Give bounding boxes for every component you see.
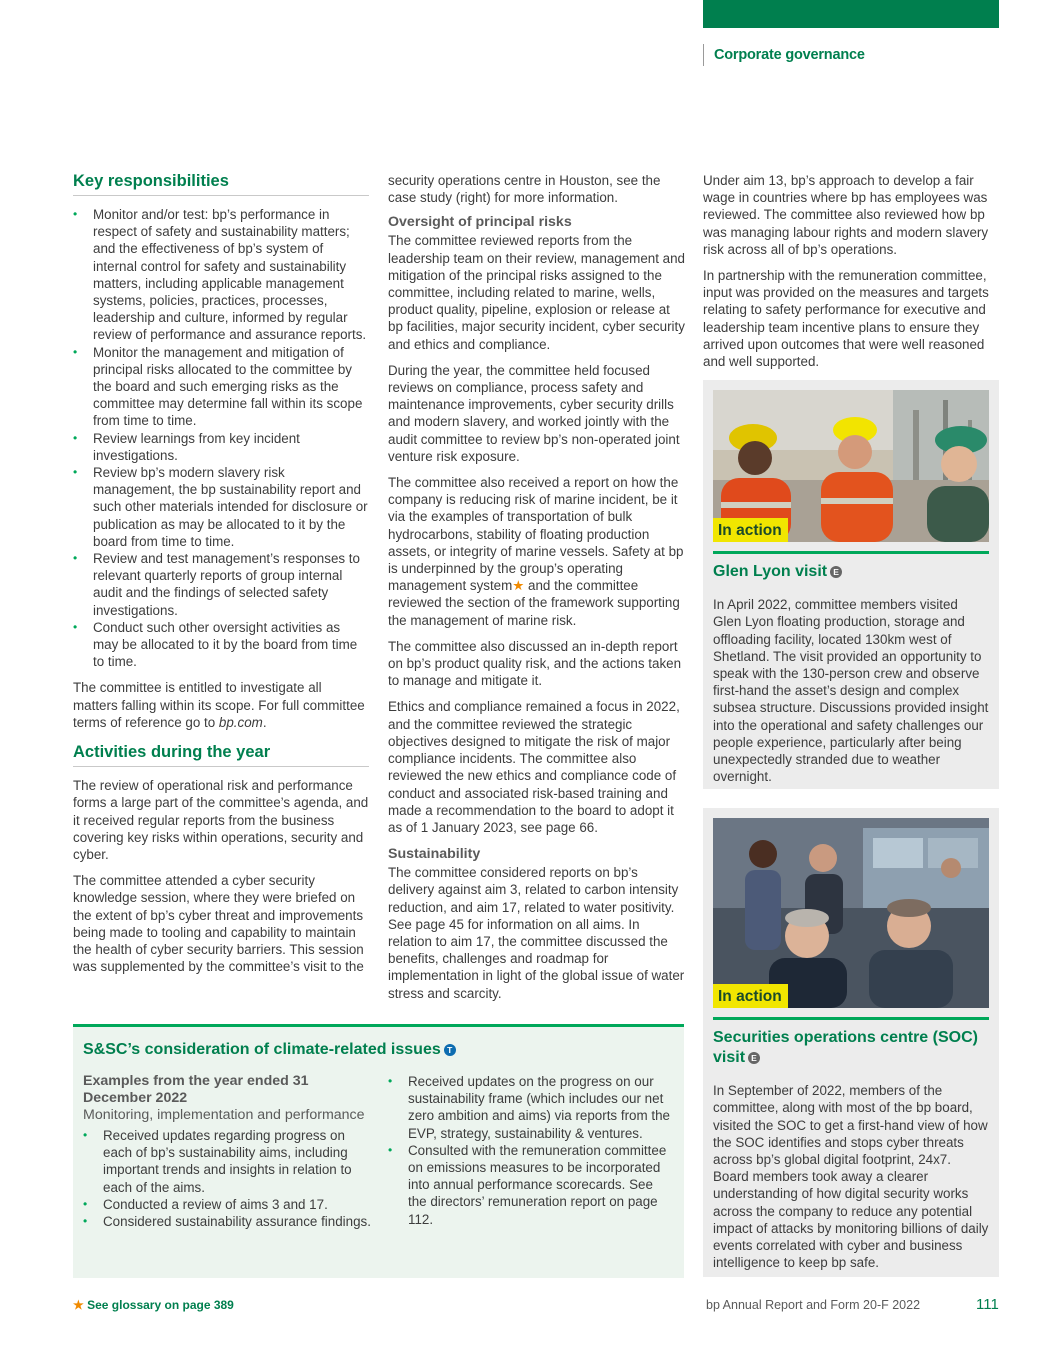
key-responsibilities-heading: Key responsibilities bbox=[73, 172, 369, 196]
soc-photo bbox=[713, 818, 989, 1008]
soc-title bbox=[713, 1028, 989, 1068]
climate-right-column bbox=[388, 1073, 674, 1230]
column-right bbox=[703, 172, 999, 1277]
soc-case-study bbox=[703, 808, 999, 1277]
sustainability-paragraph: The committee considered reports on bp’s delivery against aim 3, related to carbon intensity reduction, and aim 17, related to water positivity. See page 45 for information on all aims. In relation to aim 17, the committee discussed the benefits, challenges and roadmap for implementation in light of the global issue of water stress and scarcity. bbox=[388, 865, 685, 1001]
sustainability-paragraph: Under aim 13, bp’s approach to develop a fair wage in countries where bp has employees was reviewed. The committee also reviewed how bp was managing labour rights and modern slavery risk across all of bp’s operations. bbox=[703, 173, 989, 257]
examples-heading: Examples from the year ended 31 December 2022 bbox=[83, 1073, 309, 1106]
list-item: • Review bp’s modern slavery risk management, the bp sustainability report and such other materials intended for disclosure or publication as may be allocated to it by the board from time to time. bbox=[73, 464, 369, 550]
terms-end: . bbox=[262, 714, 267, 730]
list-item: • Monitor and/or test: bp’s performance in respect of safety and sustainability matters; and the effectiveness of bp’s system of internal control for safety and sustainability matters, including applicable management systems, policies, practices, processes, leadership and culture, informed by regular review of performance and assurance reports. bbox=[73, 206, 369, 344]
terms-paragraph bbox=[73, 679, 369, 731]
oversight-paragraph: The committee also discussed an in-depth report on bp’s product quality risk, and the actions taken to manage and mitigate it. bbox=[388, 638, 682, 689]
key-responsibilities-list bbox=[73, 206, 369, 670]
report-title: bp Annual Report and Form 20-F 2022 bbox=[706, 1298, 921, 1312]
glossary-footnote[interactable] bbox=[73, 1298, 234, 1312]
glen-lyon-case-study bbox=[703, 380, 999, 789]
glen-lyon-body: In April 2022, committee members visited Glen Lyon floating production, storage and offloading facility, located 130km west of Shetland. The visit provided an opportunity to speak with the 130-person crew and observe first-hand the asset’s design and complex subsea structure. Discussions provided insight into the operational and safety challenges our people experience, particularly after being unexpectedly stranded due to weather overnight. bbox=[713, 597, 989, 785]
card-divider bbox=[713, 551, 989, 554]
oversight-paragraph bbox=[388, 474, 686, 629]
climate-issues-box bbox=[73, 1024, 684, 1278]
activities-continuation: security operations centre in Houston, see the case study (right) for more information. bbox=[388, 173, 661, 206]
glen-lyon-title bbox=[713, 562, 989, 582]
climate-left-column bbox=[83, 1073, 373, 1230]
list-item: • Review and test management’s responses to relevant quarterly reports of group internal audit and the findings of selected safety investigations. bbox=[73, 550, 369, 619]
list-item: • Received updates regarding progress on each of bp’s sustainability aims, including important trends and insights in relation to each of the aims. bbox=[83, 1127, 373, 1196]
list-item: • Consulted with the remuneration committee on emissions measures to be incorporated into annual performance scorecards. See the directors’ remuneration report on page 112. bbox=[388, 1142, 674, 1228]
activities-heading: Activities during the year bbox=[73, 743, 369, 767]
activities-paragraph: The committee attended a cyber security knowledge session, where they were briefed on the extent of bp’s cyber threat and improvements being made to tooling and capability to maintain the health of cyber security barriers. This session was supplemented by the committee’s visit to the bbox=[73, 873, 364, 975]
e-badge-icon: E bbox=[830, 566, 842, 578]
column-middle bbox=[388, 172, 686, 1002]
sustainability-paragraph: In partnership with the remuneration committee, input was provided on the measures and targets relating to safety performance for executive and leadership team incentive plans to ensure they arrived upon outcomes that were well reasoned and well supported. bbox=[703, 268, 989, 370]
column-left bbox=[73, 172, 369, 975]
oversight-paragraph: The committee reviewed reports from the leadership team on their review, management and mitigation of the principal risks assigned to the committee, including related to marine, wells, product quality, pipeline, explosion or release at bp facilities, major security incident, cyber security and ethics and compliance. bbox=[388, 233, 685, 352]
t-badge-icon: T bbox=[444, 1044, 456, 1056]
terms-text: The committee is entitled to investigate all matters falling within its scope. For full committee terms of reference go to bbox=[73, 680, 365, 730]
list-item: • Received updates on the progress on our sustainability frame (which includes our net zero ambition and aims) via reports from the EVP, strategy, sustainability & ventures. bbox=[388, 1073, 674, 1142]
list-item: • Monitor the management and mitigation of principal risks allocated to the committee by the board and such emerging risks as the committee may determine fall within its scope from time to time. bbox=[73, 344, 369, 430]
sustainability-heading: Sustainability bbox=[388, 846, 481, 863]
oversight-paragraph: During the year, the committee held focused reviews on compliance, process safety and maintenance improvements, cyber security drills and modern slavery, and worked jointly with the audit committee to review bp’s non-operated joint venture risk exposure. bbox=[388, 362, 680, 464]
list-item: • Conduct such other oversight activities as may be allocated to it by the board from time to time. bbox=[73, 619, 369, 671]
list-item: • Considered sustainability assurance findings. bbox=[83, 1213, 373, 1230]
climate-title-text: S&SC’s consideration of climate-related issues bbox=[83, 1041, 441, 1058]
soc-body: In September of 2022, members of the committee, along with most of the bp board, visited the SOC to get a first-hand view of how the SOC identifies and stops cyber threats across bp’s global digital footprint, 24x7. Board members took away a clearer understanding of how digital security works across the company to reduce any potential impact of attacks by monitoring billions of daily events correlated with cyber and business intelligence to keep bp safe. bbox=[713, 1083, 989, 1271]
list-item: • Review learnings from key incident investigations. bbox=[73, 430, 369, 464]
card-divider bbox=[713, 1017, 989, 1020]
marine-text-end: and the committee reviewed the section of the framework supporting the management of marine risk. bbox=[388, 578, 680, 628]
activities-paragraph: The review of operational risk and performance forms a large part of the committee’s agenda, and it received regular reports from the business covering key risks within operations, security and cyber. bbox=[73, 778, 369, 862]
glossary-text: See glossary on page 389 bbox=[87, 1298, 234, 1312]
page-number: 111 bbox=[976, 1296, 999, 1313]
glen-lyon-photo bbox=[713, 390, 989, 542]
climate-right-list bbox=[388, 1073, 674, 1228]
header-bar bbox=[703, 0, 999, 28]
glossary-star-icon: ★ bbox=[512, 578, 525, 594]
bp-link[interactable]: bp.com bbox=[218, 714, 263, 730]
marine-text: The committee also received a report on how the company is reducing risk of marine incident, be it via the examples of transportation of bulk hydrocarbons, stability of floating production assets, or integrity of marine vessels. Safety at bp is underpinned by the group’s operating management system bbox=[388, 475, 684, 594]
in-action-tag: In action bbox=[713, 518, 788, 542]
soc-title-text: Securities operations centre (SOC) visit bbox=[713, 1029, 978, 1067]
climate-columns bbox=[83, 1073, 674, 1230]
oversight-heading: Oversight of principal risks bbox=[388, 214, 572, 231]
section-label: Corporate governance bbox=[703, 44, 865, 66]
climate-title bbox=[83, 1041, 674, 1059]
list-item: • Conducted a review of aims 3 and 17. bbox=[83, 1196, 373, 1213]
operations-centre-photo-illustration bbox=[713, 818, 989, 1008]
oversight-paragraph: Ethics and compliance remained a focus in 2022, and the committee reviewed the strategic objectives designed to mitigate the risk of major compliance incidents. The committee also reviewed the new ethics and compliance code of conduct and associated risk-based training and made a recommendation to the board to adopt it as of 1 January 2023, see page 66. bbox=[388, 699, 680, 835]
climate-left-list bbox=[83, 1127, 373, 1230]
monitoring-subheading: Monitoring, implementation and performance bbox=[83, 1107, 365, 1123]
in-action-tag: In action bbox=[713, 984, 788, 1008]
glen-lyon-title-text: Glen Lyon visit bbox=[713, 563, 828, 581]
e-badge-icon: E bbox=[748, 1052, 760, 1064]
star-icon: ★ bbox=[73, 1298, 84, 1312]
